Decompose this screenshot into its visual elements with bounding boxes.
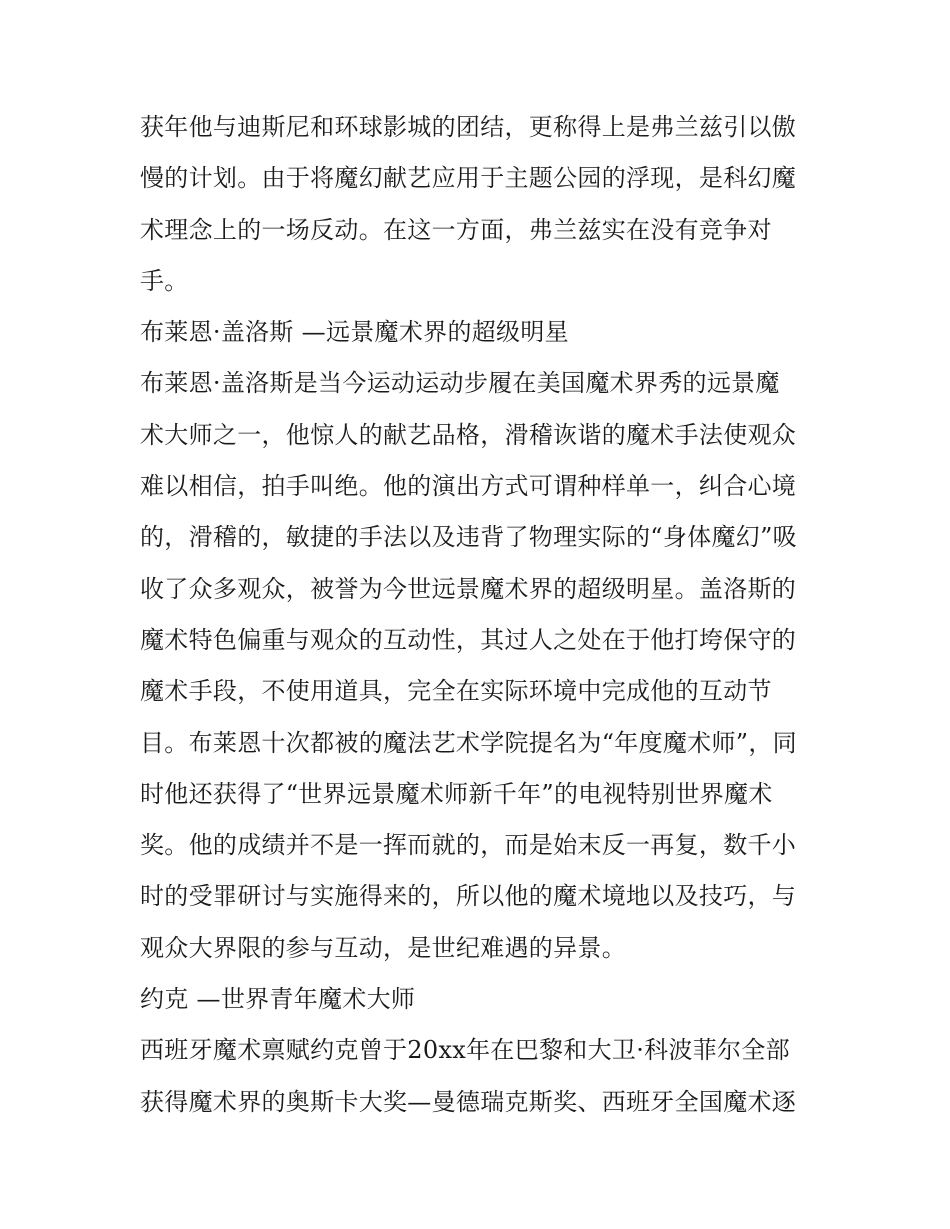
text-line: 难以相信，拍手叫绝。他的演出方式可谓种样单一，纠合心境: [140, 472, 797, 501]
text-line: 布莱恩·盖洛斯是当今运动运动步履在美国魔术界秀的远景魔: [140, 369, 780, 398]
text-line: 的，滑稽的，敏捷的手法以及违背了物理实际的“身体魔幻”吸: [140, 523, 797, 552]
text-line: 魔术特色偏重与观众的互动性，其过人之处在于他打垮保守的: [140, 625, 797, 654]
text-line: 观众大界限的参与互动，是世纪难遇的异景。: [140, 933, 626, 962]
text-line: 目。布莱恩十次都被的魔法艺术学院提名为“年度魔术师”，同: [140, 728, 797, 757]
text-line: 魔术手段，不使用道具，完全在实际环境中完成他的互动节: [140, 677, 772, 706]
text-line: 时他还获得了“世界远景魔术师新千年”的电视特别世界魔术: [140, 779, 773, 808]
text-line: 收了众多观众，被誉为今世远景魔术界的超级明星。盖洛斯的: [140, 574, 797, 603]
text-line: 时的受罪研讨与实施得来的，所以他的魔术境地以及技巧，与: [140, 882, 797, 911]
section-heading: 布莱恩·盖洛斯 —远景魔术界的超级明星: [140, 318, 569, 347]
text-line: 西班牙魔术禀赋约克曾于20xx年在巴黎和大卫·科波菲尔全部: [140, 1036, 790, 1065]
text-line: 获得魔术界的奥斯卡大奖—曼德瑞克斯奖、西班牙全国魔术逐: [140, 1087, 797, 1116]
text-line: 奖。他的成绩并不是一挥而就的，而是始末反一再复，数千小: [140, 831, 797, 860]
text-line: 获年他与迪斯尼和环球影城的团结，更称得上是弗兰兹引以傲: [140, 113, 797, 141]
text-line: 术理念上的一场反动。在这一方面，弗兰兹实在没有竞争对: [140, 215, 772, 244]
text-line: 手。: [140, 266, 189, 295]
section-heading: 约克 —世界青年魔术大师: [140, 985, 416, 1014]
text-line: 慢的计划。由于将魔幻献艺应用于主题公园的浮现，是科幻魔: [140, 164, 797, 193]
text-line: 术大师之一，他惊人的献艺品格，滑稽诙谐的魔术手法使观众: [140, 420, 797, 449]
body-text: [140, 104, 820, 1130]
